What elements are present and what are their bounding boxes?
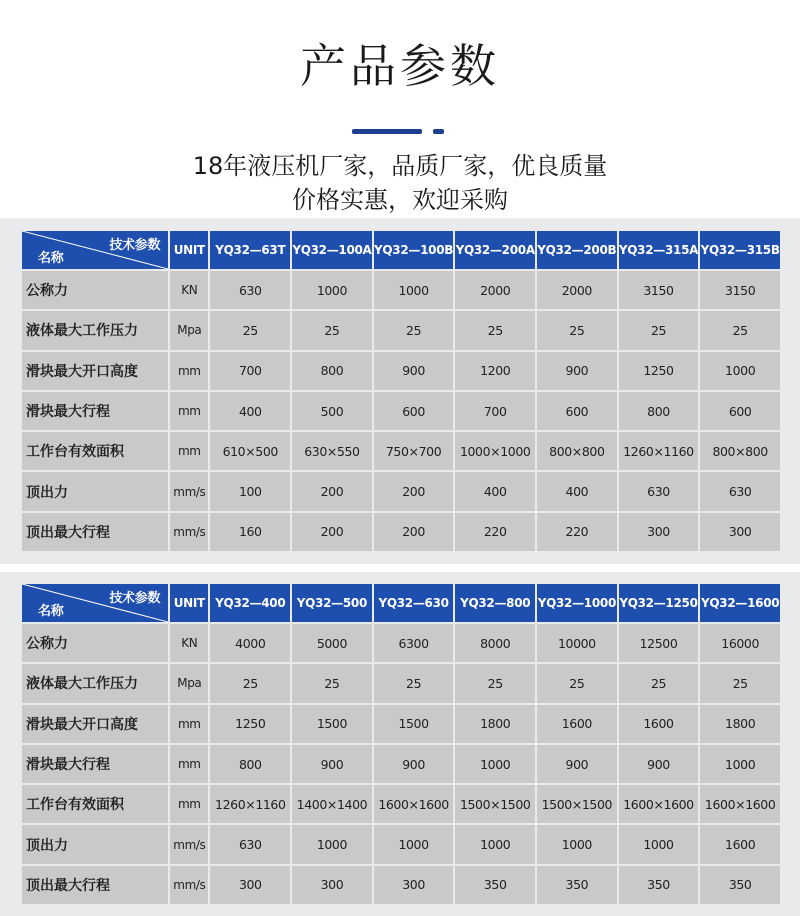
param-value: 610×500 bbox=[210, 432, 290, 470]
model-header: YQ32—200A bbox=[455, 231, 535, 269]
param-value: 1600 bbox=[619, 705, 699, 743]
header-row bbox=[22, 584, 780, 622]
param-value: 900 bbox=[374, 745, 454, 783]
param-unit: mm bbox=[170, 745, 208, 783]
param-unit: Mpa bbox=[170, 664, 208, 702]
model-header: YQ32—200B bbox=[537, 231, 617, 269]
param-value: 1500 bbox=[374, 705, 454, 743]
param-value: 1000 bbox=[455, 745, 535, 783]
param-value: 400 bbox=[210, 392, 290, 430]
param-value: 600 bbox=[700, 392, 780, 430]
table-row bbox=[22, 825, 780, 863]
param-value: 25 bbox=[700, 664, 780, 702]
param-value: 900 bbox=[292, 745, 372, 783]
model-header: YQ32—1000 bbox=[537, 584, 617, 622]
param-value: 1000 bbox=[292, 271, 372, 309]
table-row bbox=[22, 745, 780, 783]
param-name: 液体最大工作压力 bbox=[22, 664, 168, 702]
param-value: 2000 bbox=[455, 271, 535, 309]
table-row bbox=[22, 705, 780, 743]
table-row bbox=[22, 271, 780, 309]
param-value: 1000 bbox=[455, 825, 535, 863]
param-value: 25 bbox=[537, 311, 617, 349]
title-accent-dot bbox=[433, 129, 444, 134]
param-value: 1000 bbox=[374, 271, 454, 309]
model-header: YQ32—800 bbox=[455, 584, 535, 622]
corner-label-params: 技术参数 bbox=[109, 238, 161, 253]
param-value: 200 bbox=[292, 513, 372, 551]
param-value: 200 bbox=[374, 513, 454, 551]
table-row bbox=[22, 513, 780, 551]
param-value: 25 bbox=[537, 664, 617, 702]
param-value: 2000 bbox=[537, 271, 617, 309]
param-value: 4000 bbox=[210, 624, 290, 662]
page-title: 产品参数 bbox=[300, 39, 500, 93]
param-value: 1000 bbox=[537, 825, 617, 863]
corner-label-name: 名称 bbox=[38, 604, 64, 619]
param-value: 100 bbox=[210, 472, 290, 510]
param-name: 公称力 bbox=[22, 624, 168, 662]
param-value: 25 bbox=[210, 311, 290, 349]
param-value: 1600×1600 bbox=[700, 785, 780, 823]
param-value: 1000 bbox=[619, 825, 699, 863]
param-value: 10000 bbox=[537, 624, 617, 662]
param-value: 160 bbox=[210, 513, 290, 551]
param-unit: Mpa bbox=[170, 311, 208, 349]
param-name: 滑块最大开口高度 bbox=[22, 705, 168, 743]
param-value: 630 bbox=[619, 472, 699, 510]
table-row bbox=[22, 311, 780, 349]
param-value: 6300 bbox=[374, 624, 454, 662]
param-value: 800 bbox=[619, 392, 699, 430]
param-value: 750×700 bbox=[374, 432, 454, 470]
param-value: 900 bbox=[537, 352, 617, 390]
param-value: 8000 bbox=[455, 624, 535, 662]
model-header: YQ32—63T bbox=[210, 231, 290, 269]
param-value: 25 bbox=[292, 664, 372, 702]
header-row bbox=[22, 231, 780, 269]
param-unit: mm bbox=[170, 352, 208, 390]
param-value: 1000 bbox=[700, 352, 780, 390]
param-value: 25 bbox=[619, 664, 699, 702]
param-name: 顶出最大行程 bbox=[22, 513, 168, 551]
param-value: 220 bbox=[455, 513, 535, 551]
param-value: 700 bbox=[455, 392, 535, 430]
param-value: 900 bbox=[619, 745, 699, 783]
param-value: 800×800 bbox=[700, 432, 780, 470]
param-unit: KN bbox=[170, 624, 208, 662]
spec-table-1 bbox=[20, 229, 782, 553]
table-row bbox=[22, 392, 780, 430]
param-value: 350 bbox=[455, 866, 535, 904]
param-value: 600 bbox=[374, 392, 454, 430]
unit-header: UNIT bbox=[170, 231, 208, 269]
param-value: 600 bbox=[537, 392, 617, 430]
table-row bbox=[22, 664, 780, 702]
subtitle-line-1: 18年液压机厂家，品质厂家，优良质量 bbox=[192, 152, 608, 180]
param-value: 300 bbox=[374, 866, 454, 904]
param-value: 630 bbox=[210, 271, 290, 309]
model-header: YQ32—500 bbox=[292, 584, 372, 622]
param-value: 12500 bbox=[619, 624, 699, 662]
param-value: 350 bbox=[700, 866, 780, 904]
param-value: 1500×1500 bbox=[537, 785, 617, 823]
param-value: 25 bbox=[455, 664, 535, 702]
param-name: 公称力 bbox=[22, 271, 168, 309]
param-value: 1600 bbox=[700, 825, 780, 863]
corner-label-name: 名称 bbox=[38, 251, 64, 266]
param-name: 顶出力 bbox=[22, 472, 168, 510]
param-value: 25 bbox=[619, 311, 699, 349]
param-value: 1000 bbox=[292, 825, 372, 863]
param-name: 滑块最大行程 bbox=[22, 745, 168, 783]
param-unit: KN bbox=[170, 271, 208, 309]
param-name: 工作台有效面积 bbox=[22, 785, 168, 823]
param-value: 400 bbox=[455, 472, 535, 510]
param-value: 1600 bbox=[537, 705, 617, 743]
param-value: 350 bbox=[619, 866, 699, 904]
param-value: 3150 bbox=[700, 271, 780, 309]
param-value: 500 bbox=[292, 392, 372, 430]
model-header: YQ32—1600 bbox=[700, 584, 780, 622]
param-value: 300 bbox=[700, 513, 780, 551]
param-value: 220 bbox=[537, 513, 617, 551]
param-value: 1800 bbox=[455, 705, 535, 743]
param-value: 1800 bbox=[700, 705, 780, 743]
param-value: 900 bbox=[374, 352, 454, 390]
param-value: 25 bbox=[455, 311, 535, 349]
table-row bbox=[22, 785, 780, 823]
param-value: 800 bbox=[292, 352, 372, 390]
title-accent-bar bbox=[352, 129, 422, 134]
param-value: 1250 bbox=[619, 352, 699, 390]
spec-table-2 bbox=[20, 582, 782, 906]
param-name: 滑块最大行程 bbox=[22, 392, 168, 430]
table-row bbox=[22, 352, 780, 390]
param-value: 1500×1500 bbox=[455, 785, 535, 823]
param-value: 350 bbox=[537, 866, 617, 904]
param-value: 25 bbox=[210, 664, 290, 702]
corner-header bbox=[22, 231, 168, 269]
model-header: YQ32—1250 bbox=[619, 584, 699, 622]
param-value: 300 bbox=[292, 866, 372, 904]
model-header: YQ32—100B bbox=[374, 231, 454, 269]
param-value: 300 bbox=[619, 513, 699, 551]
table-row bbox=[22, 866, 780, 904]
param-value: 1500 bbox=[292, 705, 372, 743]
param-value: 1600×1600 bbox=[374, 785, 454, 823]
param-unit: mm/s bbox=[170, 472, 208, 510]
unit-header: UNIT bbox=[170, 584, 208, 622]
param-value: 1250 bbox=[210, 705, 290, 743]
param-value: 1400×1400 bbox=[292, 785, 372, 823]
param-value: 1000 bbox=[700, 745, 780, 783]
param-value: 5000 bbox=[292, 624, 372, 662]
param-unit: mm bbox=[170, 785, 208, 823]
model-header: YQ32—100A bbox=[292, 231, 372, 269]
table-row bbox=[22, 472, 780, 510]
table-row bbox=[22, 432, 780, 470]
param-unit: mm/s bbox=[170, 866, 208, 904]
corner-header bbox=[22, 584, 168, 622]
param-value: 300 bbox=[210, 866, 290, 904]
param-value: 800×800 bbox=[537, 432, 617, 470]
corner-label-params: 技术参数 bbox=[109, 591, 161, 606]
model-header: YQ32—315B bbox=[700, 231, 780, 269]
param-name: 液体最大工作压力 bbox=[22, 311, 168, 349]
param-value: 1200 bbox=[455, 352, 535, 390]
param-value: 900 bbox=[537, 745, 617, 783]
param-unit: mm bbox=[170, 432, 208, 470]
param-value: 25 bbox=[292, 311, 372, 349]
table-row bbox=[22, 624, 780, 662]
param-value: 16000 bbox=[700, 624, 780, 662]
param-value: 200 bbox=[292, 472, 372, 510]
param-value: 1000×1000 bbox=[455, 432, 535, 470]
subtitle-line-2: 价格实惠，欢迎采购 bbox=[292, 186, 508, 214]
param-value: 25 bbox=[374, 664, 454, 702]
param-name: 工作台有效面积 bbox=[22, 432, 168, 470]
param-value: 1600×1600 bbox=[619, 785, 699, 823]
model-header: YQ32—630 bbox=[374, 584, 454, 622]
param-unit: mm bbox=[170, 705, 208, 743]
model-header: YQ32—315A bbox=[619, 231, 699, 269]
param-value: 800 bbox=[210, 745, 290, 783]
param-value: 700 bbox=[210, 352, 290, 390]
param-value: 3150 bbox=[619, 271, 699, 309]
param-name: 顶出力 bbox=[22, 825, 168, 863]
param-unit: mm/s bbox=[170, 513, 208, 551]
param-name: 顶出最大行程 bbox=[22, 866, 168, 904]
param-value: 25 bbox=[374, 311, 454, 349]
model-header: YQ32—400 bbox=[210, 584, 290, 622]
param-value: 630 bbox=[210, 825, 290, 863]
param-unit: mm bbox=[170, 392, 208, 430]
param-name: 滑块最大开口高度 bbox=[22, 352, 168, 390]
param-value: 1260×1160 bbox=[619, 432, 699, 470]
param-value: 25 bbox=[700, 311, 780, 349]
param-unit: mm/s bbox=[170, 825, 208, 863]
param-value: 630×550 bbox=[292, 432, 372, 470]
param-value: 1000 bbox=[374, 825, 454, 863]
param-value: 200 bbox=[374, 472, 454, 510]
param-value: 1260×1160 bbox=[210, 785, 290, 823]
param-value: 400 bbox=[537, 472, 617, 510]
param-value: 630 bbox=[700, 472, 780, 510]
